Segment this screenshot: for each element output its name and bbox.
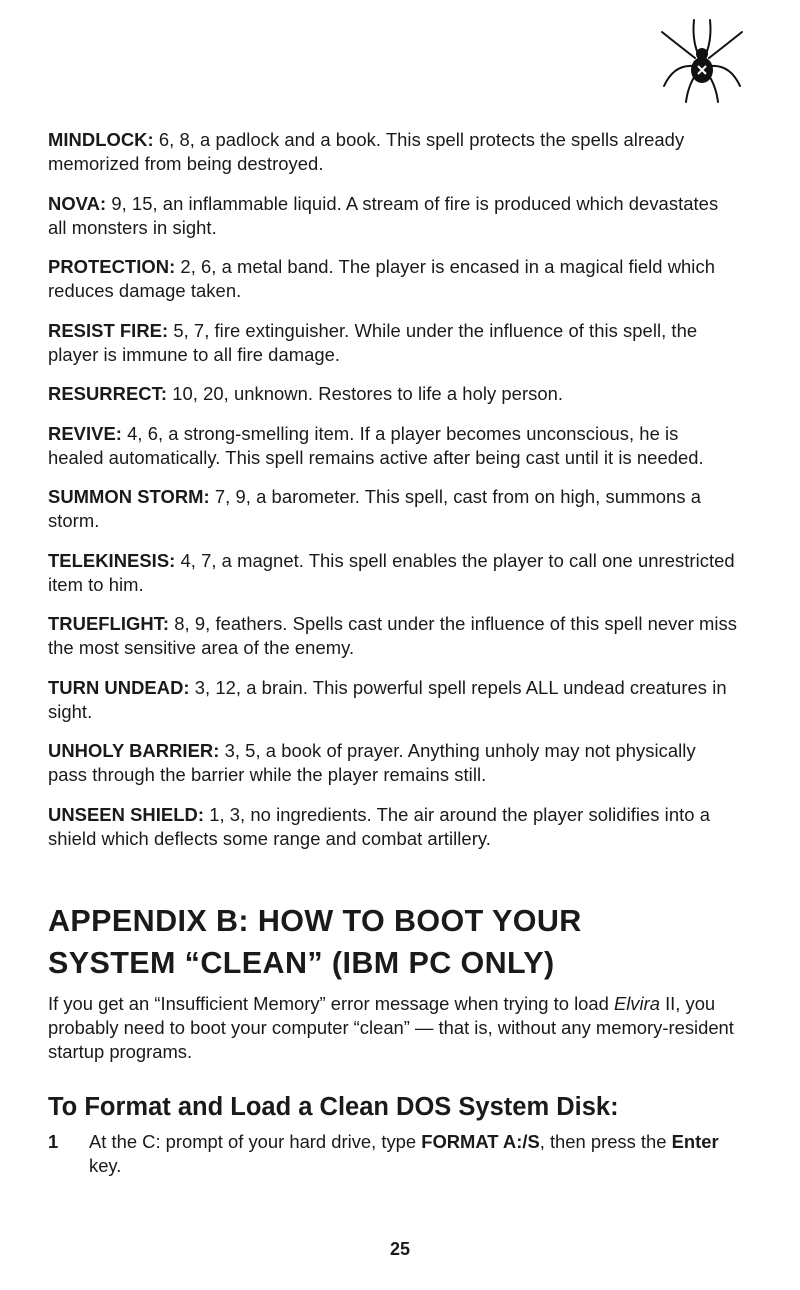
spider-icon xyxy=(652,14,752,106)
spell-name: TRUEFLIGHT: xyxy=(48,613,170,634)
game-title: Elvira xyxy=(613,993,660,1014)
spell-entry xyxy=(48,612,738,660)
spell-description: 3, 5, a book of prayer. Anything unholy may not physically pass through the barrier while the player remains still. xyxy=(48,740,696,785)
spell-entry xyxy=(48,485,738,533)
spell-entry xyxy=(48,382,738,406)
spell-entry xyxy=(48,192,738,240)
spell-name: SUMMON STORM: xyxy=(48,486,210,507)
spell-description: 7, 9, a barometer. This spell, cast from on high, summons a storm. xyxy=(48,486,702,531)
spell-entry xyxy=(48,128,738,176)
step-key: Enter xyxy=(671,1131,719,1152)
spell-entry xyxy=(48,319,738,367)
step-command: FORMAT A:/S xyxy=(421,1131,540,1152)
step-number: 1 xyxy=(48,1131,59,1152)
spell-entry xyxy=(48,255,738,303)
spell-entry xyxy=(48,676,738,724)
step-text xyxy=(89,1130,748,1178)
step-item xyxy=(48,1130,748,1178)
page-number: 25 xyxy=(389,1239,411,1259)
spell-name: PROTECTION: xyxy=(48,256,176,277)
section-heading: To Format and Load a Clean DOS System Disk: xyxy=(48,1093,619,1121)
spell-description: 4, 6, a strong-smelling item. If a player becomes unconscious, he is healed automatically. This spell remains active after being cast until it is needed. xyxy=(48,422,704,468)
spell-name: RESURRECT: xyxy=(48,383,168,404)
spell-name: MINDLOCK: xyxy=(48,129,154,150)
spell-description: 6, 8, a padlock and a book. This spell protects the spells already memorized from being destroyed. xyxy=(48,129,685,174)
spell-entry xyxy=(48,803,738,851)
spell-description: 3, 12, a brain. This powerful spell repels ALL undead creatures in sight. xyxy=(48,676,727,722)
spell-description: 8, 9, feathers. Spells cast under the influence of this spell never miss the most sensitive area of the enemy. xyxy=(48,613,738,658)
spell-entry xyxy=(48,549,738,597)
spell-description: 1, 3, no ingredients. The air around the player solidifies into a shield which deflects some range and combat artillery. xyxy=(48,803,710,849)
spell-name: UNSEEN SHIELD: xyxy=(48,803,205,825)
spell-description: 9, 15, an inflammable liquid. A stream of fire is produced which devastates all monsters in sight. xyxy=(48,192,719,238)
spell-list xyxy=(48,128,738,866)
step-text-3: key. xyxy=(89,1155,122,1176)
spell-name: UNHOLY BARRIER: xyxy=(48,740,220,761)
intro-text-1: If you get an “Insufficient Memory” error message when trying to load xyxy=(48,993,614,1014)
spell-description: 2, 6, a metal band. The player is encased in a magical field which reduces damage taken. xyxy=(48,256,715,301)
appendix-heading-line2: SYSTEM “CLEAN” (IBM PC ONLY) xyxy=(48,946,555,980)
spell-entry xyxy=(48,739,738,787)
appendix-intro xyxy=(48,992,748,1064)
spell-name: TELEKINESIS: xyxy=(48,549,176,571)
spell-name: NOVA: xyxy=(48,192,107,214)
step-text-1: At the C: prompt of your hard drive, type xyxy=(89,1131,422,1152)
appendix-heading-line1: APPENDIX B: HOW TO BOOT YOUR xyxy=(48,904,582,938)
appendix-heading xyxy=(48,900,758,984)
spell-name: REVIVE: xyxy=(48,422,122,444)
spell-name: RESIST FIRE: xyxy=(48,319,169,341)
spell-description: 5, 7, fire extinguisher. While under the influence of this spell, the player is immune to all fire damage. xyxy=(48,319,698,365)
step-text-2: , then press the xyxy=(539,1131,672,1152)
spell-entry xyxy=(48,422,738,470)
spell-description: 4, 7, a magnet. This spell enables the player to call one unrestricted item to him. xyxy=(48,549,735,595)
intro-text-2: II, you probably need to boot your computer “clean” — that is, without any memory-resident startup programs. xyxy=(48,993,734,1062)
spell-name: TURN UNDEAD: xyxy=(48,676,190,698)
spell-description: 10, 20, unknown. Restores to life a holy person. xyxy=(172,383,564,404)
